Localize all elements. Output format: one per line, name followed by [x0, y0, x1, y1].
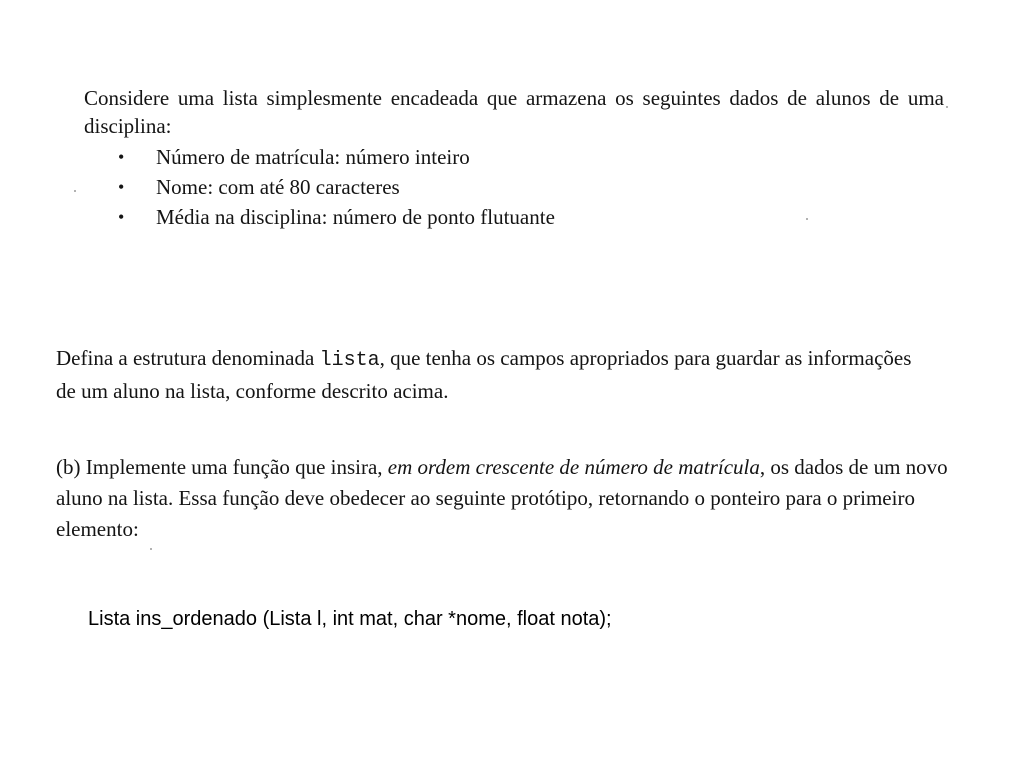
- define-block: [56, 343, 932, 406]
- list-item: [84, 142, 944, 172]
- list-item: [84, 202, 944, 232]
- field-list: [84, 142, 944, 232]
- bullet-icon: •: [118, 207, 125, 227]
- intro-block: [84, 84, 944, 232]
- implement-text-after: , os dados de um novo aluno na lista. Essa função deve obedecer ao seguinte protótipo, retornando o ponteiro para o primeiro elemento:: [56, 455, 948, 541]
- implement-block: [56, 452, 980, 545]
- define-text-before: Defina a estrutura denominada: [56, 346, 320, 370]
- function-prototype: Lista ins_ordenado (Lista l, int mat, char *nome, float nota);: [88, 608, 612, 630]
- list-item: [84, 172, 944, 202]
- list-item-text: Média na disciplina: número de ponto flutuante: [156, 205, 555, 229]
- list-item-text: Nome: com até 80 caracteres: [156, 175, 400, 199]
- bullet-icon: •: [118, 177, 125, 197]
- list-item-text: Número de matrícula: número inteiro: [156, 145, 470, 169]
- scan-speck: [946, 106, 948, 108]
- struct-name-code: lista: [319, 349, 380, 372]
- implement-emphasis: em ordem crescente de número de matrícula: [387, 455, 760, 479]
- implement-text-before: (b) Implemente uma função que insira,: [56, 455, 388, 479]
- scan-speck: [150, 548, 152, 550]
- scan-speck: [806, 218, 808, 220]
- implement-paragraph: [56, 452, 980, 545]
- bullet-icon: •: [118, 147, 125, 167]
- define-paragraph: [56, 343, 932, 406]
- intro-paragraph: Considere uma lista simplesmente encadeada que armazena os seguintes dados de alunos de uma disciplina:: [84, 86, 944, 138]
- define-text-after: , que tenha os campos apropriados para guardar as informações de um aluno na lista, conforme descrito acima.: [56, 346, 912, 403]
- scan-speck: [74, 190, 76, 192]
